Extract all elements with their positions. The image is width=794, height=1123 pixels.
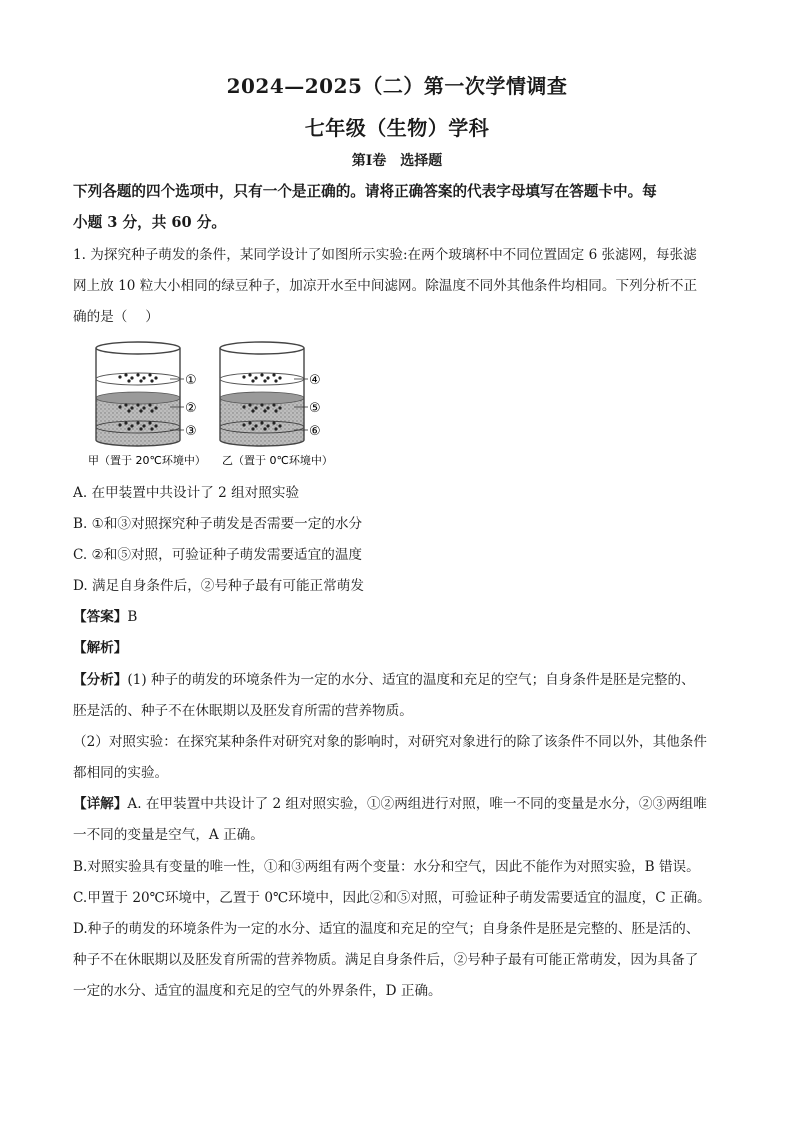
answer-line — [73, 608, 733, 626]
detail-line-5: D.种子的萌发的环境条件为一定的水分、适宜的温度和充足的空气；自身条件是胚是完整的、胚是活的、 — [73, 921, 700, 937]
instruction-line-1: 下列各题的四个选项中，只有一个是正确的。请将正确答案的代表字母填写在答题卡中。每 — [73, 183, 657, 200]
detail-line-7: 一定的水分、适宜的温度和充足的空气的外界条件，D 正确。 — [73, 983, 442, 999]
option-c: C. ②和⑤对照，可验证种子萌发需要适宜的温度 — [73, 547, 363, 563]
analysis-label: 【解析】 — [73, 640, 128, 656]
question-stem-line-3: 确的是（ ） — [73, 309, 159, 325]
detail-line-4: C.甲置于 20℃环境中，乙置于 0℃环境中，因此②和⑤对照，可验证种子萌发需要适宜的温度，C 正确。 — [73, 890, 711, 906]
detail-line-3: B.对照实验具有变量的唯一性，①和③两组有两个变量：水分和空气，因此不能作为对照实验，B 错误。 — [73, 859, 700, 875]
fenxi-label: 【分析】 — [73, 672, 128, 688]
beaker-yi — [220, 342, 321, 446]
fenxi-text-1: (1) 种子的萌发的环境条件为一定的水分、适宜的温度和充足的空气；自身条件是胚是完整的、 — [127, 672, 695, 688]
label-4: ④ — [309, 373, 321, 388]
label-2: ② — [185, 401, 197, 416]
beaker-jia — [96, 342, 197, 446]
section-heading: 第Ⅰ卷 选择题 — [351, 153, 443, 169]
option-a: A. 在甲装置中共设计了 2 组对照实验 — [73, 485, 300, 501]
detail-line-6: 种子不在休眠期以及胚发育所需的营养物质。满足自身条件后，②号种子最有可能正常萌发，因为具备了 — [73, 952, 699, 968]
option-b: B. ①和③对照探究种子萌发是否需要一定的水分 — [73, 516, 363, 532]
detail-line-2: 一不同的变量是空气，A 正确。 — [73, 827, 264, 843]
experiment-figure — [84, 340, 354, 468]
fenxi-line-4: 都相同的实验。 — [73, 765, 169, 781]
label-6: ⑥ — [309, 424, 321, 439]
option-d: D. 满足自身条件后，②号种子最有可能正常萌发 — [73, 578, 364, 594]
detail-text-1: A. 在甲装置中共设计了 2 组对照实验，①②两组进行对照，唯一不同的变量是水分，②③两组唯 — [127, 796, 707, 812]
answer-value: B — [127, 609, 138, 625]
fenxi-line-3: （2）对照实验：在探究某种条件对研究对象的影响时，对研究对象进行的除了该条件不同以外，其他条件 — [73, 734, 707, 750]
caption-yi: 乙（置于 0℃环境中） — [222, 454, 333, 467]
instruction-line-2: 小题 3 分，共 60 分。 — [73, 214, 226, 231]
fenxi-line-1 — [73, 671, 733, 689]
label-3: ③ — [185, 424, 197, 439]
label-1: ① — [185, 373, 197, 388]
caption-jia: 甲（置于 20℃环境中） — [88, 454, 206, 467]
detail-line-1 — [73, 795, 733, 813]
label-5: ⑤ — [309, 401, 321, 416]
fenxi-line-2: 胚是活的、种子不在休眠期以及胚发育所需的营养物质。 — [73, 703, 413, 719]
page-title: 2024—2025（二）第一次学情调查 — [226, 74, 568, 98]
question-stem-line-2: 网上放 10 粒大小相同的绿豆种子，加凉开水至中间滤网。除温度不同外其他条件均相同。下列分析不正 — [73, 278, 698, 294]
answer-label: 【答案】 — [73, 609, 128, 625]
question-stem-line-1: 1. 为探究种子萌发的条件，某同学设计了如图所示实验:在两个玻璃杯中不同位置固定 6 张滤网，每张滤 — [73, 247, 697, 263]
detail-label: 【详解】 — [73, 796, 128, 812]
page-subtitle: 七年级（生物）学科 — [304, 116, 490, 140]
